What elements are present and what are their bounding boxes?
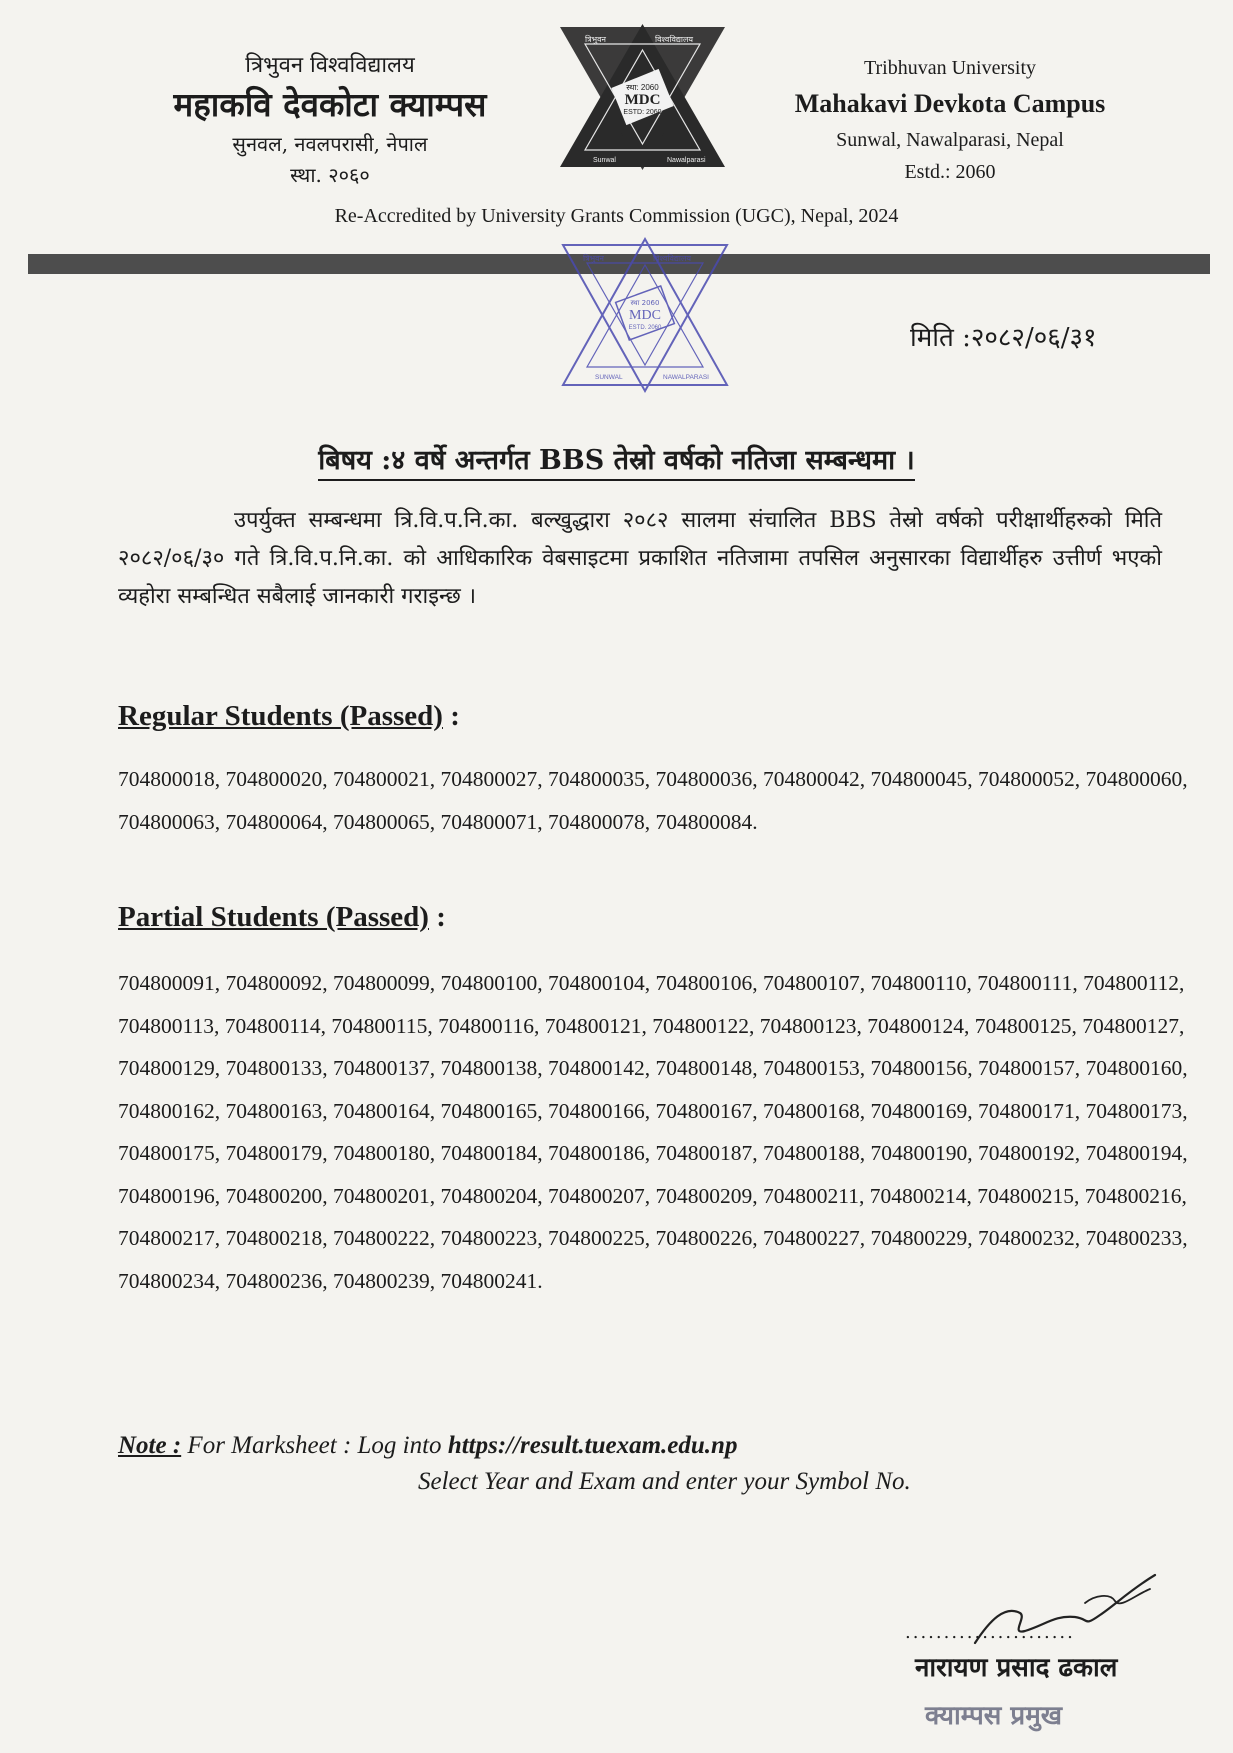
- logo-bottom-text: ESTD: 2060: [623, 109, 662, 116]
- signatory-name: नारायण प्रसाद ढकाल: [915, 1653, 1118, 1683]
- partial-section-title: [118, 901, 446, 934]
- np-university: त्रिभुवन विश्वविद्यालय: [245, 53, 415, 78]
- en-university: Tribhuvan University: [863, 57, 1037, 79]
- regular-section-title: [118, 700, 460, 733]
- stamp-top-text: स्था 2060: [630, 299, 660, 307]
- campus-seal-stamp-icon: [555, 235, 735, 395]
- stamp-right-text: विश्वविद्यालय: [653, 254, 692, 263]
- header-nepali: [120, 50, 540, 190]
- stamp-bottom-right-text: NAWALPARASI: [663, 374, 709, 381]
- en-address: Sunwal, Nawalparasi, Nepal: [836, 129, 1064, 151]
- subject-text: बिषय :४ वर्षे अन्तर्गत BBS तेस्रो वर्षको नतिजा सम्बन्धमा ।: [318, 440, 915, 481]
- logo-center-text: MDC: [624, 92, 661, 108]
- stamp-left-text: त्रिभुवन: [583, 254, 604, 263]
- stamp-bottom-text: ESTD. 2060: [628, 325, 662, 331]
- stamp-bottom-left-text: SUNWAL: [595, 374, 623, 381]
- marksheet-note: [118, 1428, 911, 1500]
- signatory-role: क्याम्पस प्रमुख: [925, 1701, 1063, 1731]
- result-url-link[interactable]: https://result.tuexam.edu.np: [447, 1432, 738, 1459]
- note-label: Note :: [118, 1432, 182, 1459]
- note-text: For Marksheet : Log into: [181, 1432, 448, 1459]
- regular-symbol-list: 704800018, 704800020, 704800021, 704800027, 704800035, 704800036, 704800042, 704800045, 704800052, 704800060, 704800063, 704800064, 704800065, 704800071, 704800078, 704800084.: [118, 767, 1188, 834]
- regular-title-suffix: :: [442, 700, 460, 732]
- header-english: [740, 52, 1160, 188]
- stamp-center-text: MDC: [629, 308, 661, 323]
- body-paragraph: उपर्युक्त सम्बन्धमा त्रि.वि.प.नि.का. बल्खुद्धारा २०८२ सालमा संचालित BBS तेस्रो वर्षको परीक्षार्थीहरुको मिति २०८२/०६/३० गते त्रि.वि.प.नि.का. को आधिकारिक वेबसाइटमा प्रकाशित नतिजामा तपसिल अनुसारका विद्यार्थीहरु उत्तीर्ण भएको व्यहोरा सम्बन्धित सबैलाई जानकारी गराइन्छ ।: [118, 508, 1162, 609]
- logo-bottom-left-text: Sunwal: [593, 157, 616, 164]
- note-instruction: Select Year and Exam and enter your Symbol No.: [418, 1468, 911, 1495]
- np-address: सुनवल, नवलपरासी, नेपाल: [232, 132, 428, 156]
- np-campus-name: महाकवि देवकोटा क्याम्पस: [173, 85, 487, 124]
- logo-right-text: विश्वविद्यालय: [655, 35, 694, 44]
- partial-title-suffix: :: [428, 901, 446, 933]
- logo-left-text: त्रिभुवन: [585, 35, 606, 44]
- subject-line: [0, 440, 1233, 481]
- logo-bottom-right-text: Nawalparasi: [667, 157, 706, 164]
- en-estd: Estd.: 2060: [904, 161, 996, 183]
- star-of-david-logo-icon: [555, 22, 730, 172]
- signature-dots: ......................: [905, 1622, 1075, 1643]
- accreditation-line: Re-Accredited by University Grants Commission (UGC), Nepal, 2024: [334, 205, 899, 227]
- en-campus-name: Mahakavi Devkota Campus: [794, 89, 1106, 118]
- partial-symbol-list: 704800091, 704800092, 704800099, 704800100, 704800104, 704800106, 704800107, 704800110, 704800111, 704800112, 704800113, 704800114, 704800115, 704800116, 704800121, 704800122, 704800123, 704800124, 704800125, 704800127, 704800129, 704800133, 704800137, 704800138, 704800142, 704800148, 704800153, 704800156, 704800157, 704800160, 704800162, 704800163, 704800164, 704800165, 704800166, 704800167, 704800168, 704800169, 704800171, 704800173, 704800175, 704800179, 704800180, 704800184, 704800186, 704800187, 704800188, 704800190, 704800192, 704800194, 704800196, 704800200, 704800201, 704800204, 704800207, 704800209, 704800211, 704800214, 704800215, 704800216, 704800217, 704800218, 704800222, 704800223, 704800225, 704800226, 704800227, 704800229, 704800232, 704800233, 704800234, 704800236, 704800239, 704800241.: [118, 971, 1188, 1293]
- logo-top-text: स्था: 2060: [626, 83, 659, 92]
- notice-date: मिति :२०८२/०६/३१: [910, 323, 1097, 353]
- np-estd: स्था. २०६०: [290, 163, 370, 187]
- regular-title-text: Regular Students (Passed): [118, 700, 443, 732]
- partial-title-text: Partial Students (Passed): [118, 901, 429, 933]
